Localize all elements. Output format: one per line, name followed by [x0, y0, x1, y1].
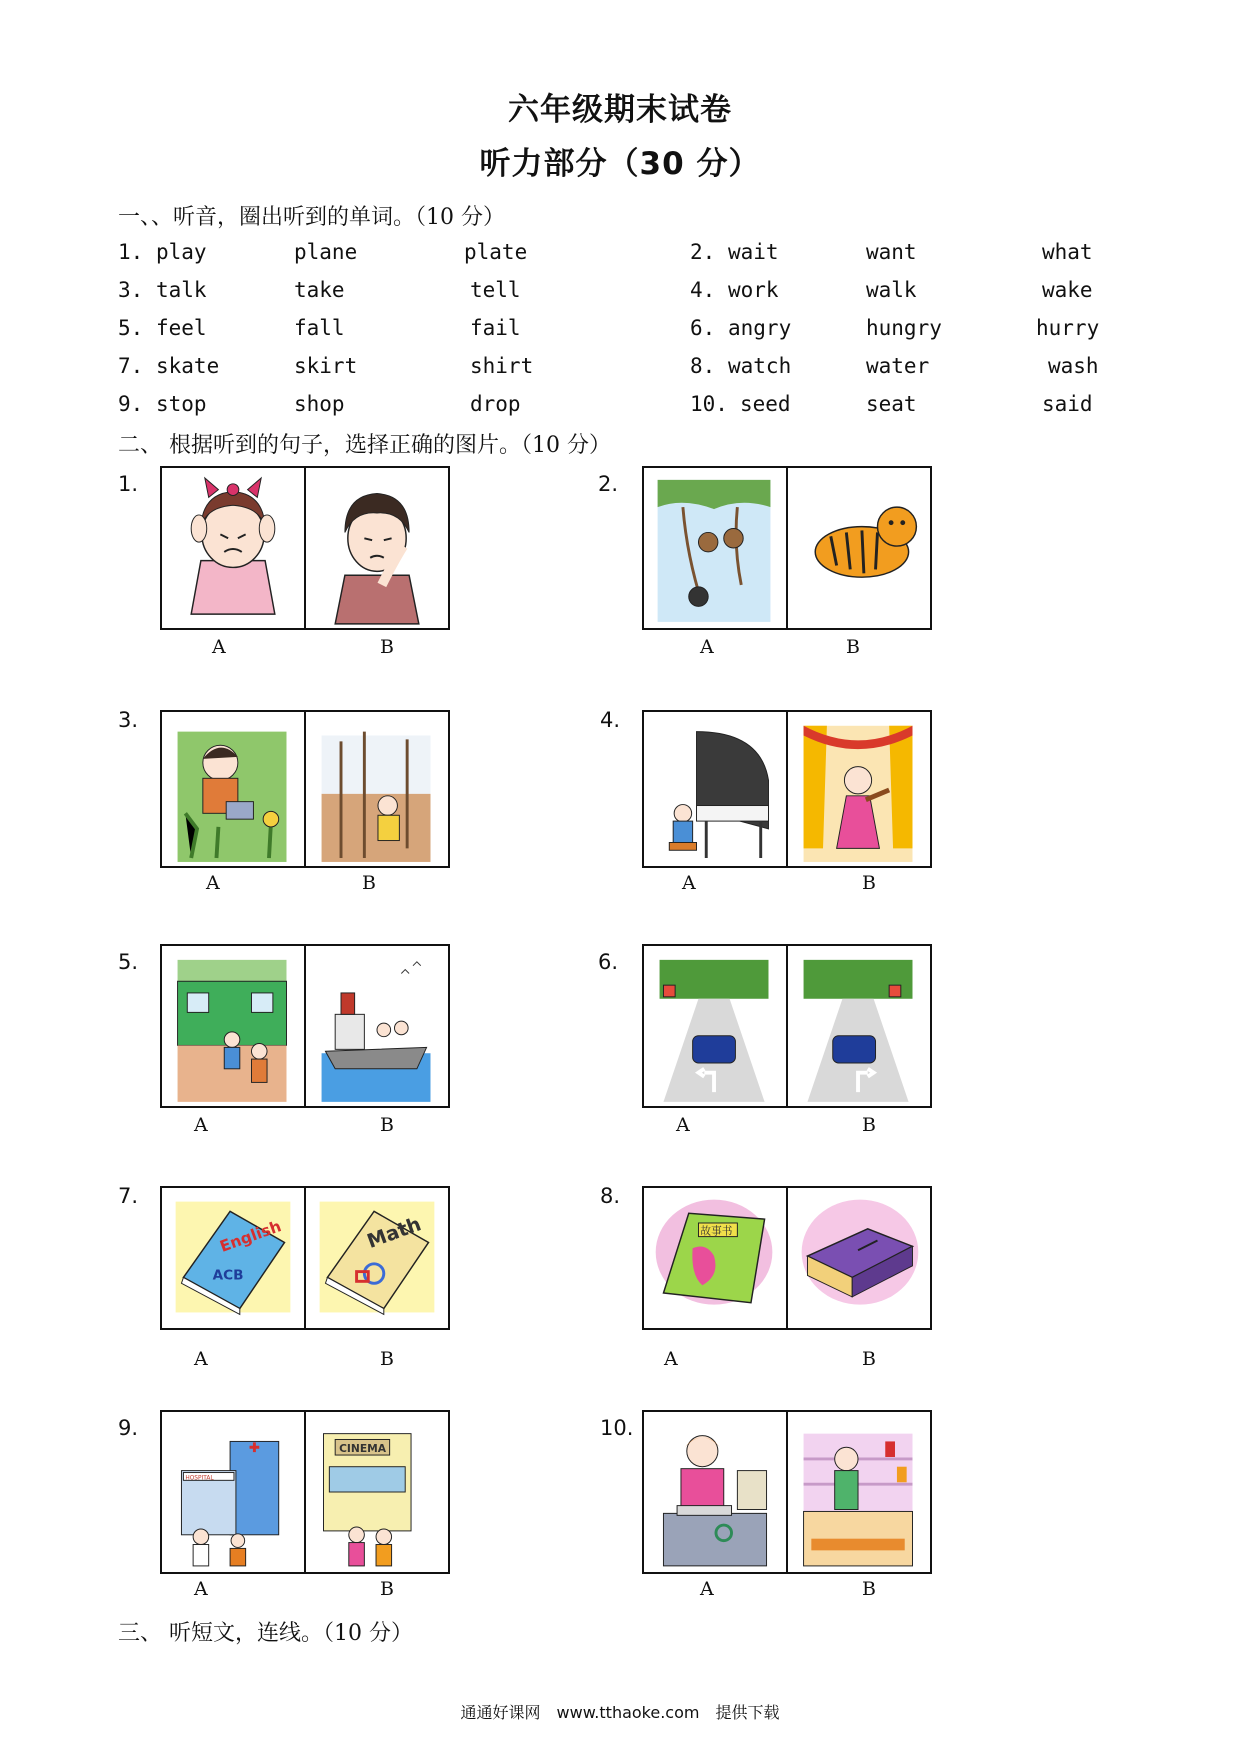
q1-picture-a[interactable] — [160, 466, 306, 630]
option-label-b: B — [862, 1114, 876, 1136]
page-subtitle: 听力部分（30 分） — [479, 146, 761, 182]
option-label-a: A — [194, 1348, 208, 1370]
word-option[interactable]: want — [866, 240, 917, 264]
monkeys-illustration — [644, 468, 786, 628]
hospital-illustration — [162, 1412, 304, 1572]
word-option[interactable]: stop — [156, 392, 207, 416]
word-option[interactable]: shirt — [470, 354, 534, 378]
q9-picture-b[interactable] — [304, 1410, 450, 1574]
word-option[interactable]: work — [728, 278, 779, 302]
page-footer: 通通好课网 www.tthaoke.com 提供下载 — [460, 1703, 780, 1722]
word-option[interactable]: plane — [294, 240, 358, 264]
word-option[interactable]: seat — [866, 392, 917, 416]
option-label-b: B — [862, 1578, 876, 1600]
storybook-title: 故事书 — [700, 1224, 733, 1238]
word-option[interactable]: what — [1042, 240, 1093, 264]
q8-picture-b[interactable] — [786, 1186, 932, 1330]
watering-flowers-illustration — [162, 712, 304, 866]
item-number: 10. — [690, 392, 728, 416]
word-option[interactable]: watch — [728, 354, 792, 378]
crying-girl-illustration — [162, 468, 304, 628]
question-number: 2. — [598, 472, 619, 496]
word-option[interactable]: seed — [740, 392, 791, 416]
item-number: 1. — [118, 240, 144, 264]
section-3-heading: 三、 听短文，连线。（10 分） — [118, 1621, 413, 1646]
item-number: 6. — [690, 316, 716, 340]
word-option[interactable]: take — [294, 278, 345, 302]
word-option[interactable]: angry — [728, 316, 792, 340]
purple-book-illustration — [788, 1188, 930, 1328]
planting-trees-illustration — [306, 712, 448, 866]
word-option[interactable]: hungry — [866, 316, 942, 340]
word-option[interactable]: water — [866, 354, 930, 378]
q3-picture-b[interactable] — [304, 710, 450, 868]
ship-illustration — [306, 946, 448, 1106]
item-number: 8. — [690, 354, 716, 378]
option-label-b: B — [380, 636, 394, 658]
computer-typist-illustration — [644, 1412, 786, 1572]
word-option[interactable]: drop — [470, 392, 521, 416]
english-book-letters: ACB — [212, 1267, 244, 1284]
math-book-title: Math — [364, 1212, 425, 1253]
q7-picture-b[interactable] — [304, 1186, 450, 1330]
cinema-illustration — [306, 1412, 448, 1572]
word-option[interactable]: said — [1042, 392, 1093, 416]
word-option[interactable]: play — [156, 240, 207, 264]
q3-picture-a[interactable] — [160, 710, 306, 868]
q8-picture-a[interactable] — [642, 1186, 788, 1330]
option-label-b: B — [362, 872, 376, 894]
question-number: 6. — [598, 950, 619, 974]
option-label-a: A — [206, 872, 220, 894]
q6-picture-b[interactable] — [786, 944, 932, 1108]
word-option[interactable]: skate — [156, 354, 220, 378]
item-number: 7. — [118, 354, 144, 378]
q1-picture-b[interactable] — [304, 466, 450, 630]
option-label-b: B — [380, 1114, 394, 1136]
option-label-a: A — [682, 872, 696, 894]
item-number: 2. — [690, 240, 716, 264]
hospital-sign: HOSPITAL — [185, 1475, 214, 1482]
item-number: 4. — [690, 278, 716, 302]
q2-picture-b[interactable] — [786, 466, 932, 630]
math-book-illustration — [306, 1188, 448, 1328]
q7-picture-a[interactable] — [160, 1186, 306, 1330]
page-title: 六年级期末试卷 — [508, 92, 732, 128]
word-option[interactable]: fail — [470, 316, 521, 340]
word-option[interactable]: skirt — [294, 354, 358, 378]
q10-picture-b[interactable] — [786, 1410, 932, 1574]
option-label-b: B — [862, 872, 876, 894]
option-label-b: B — [380, 1578, 394, 1600]
sad-boy-illustration — [306, 468, 448, 628]
question-number: 8. — [600, 1184, 621, 1208]
shopkeeper-illustration — [788, 1412, 930, 1572]
question-number: 5. — [118, 950, 139, 974]
car-turn-left-illustration — [644, 946, 786, 1106]
option-label-a: A — [194, 1114, 208, 1136]
q5-picture-a[interactable] — [160, 944, 306, 1108]
question-number: 9. — [118, 1416, 139, 1440]
word-option[interactable]: fall — [294, 316, 345, 340]
q6-picture-a[interactable] — [642, 944, 788, 1108]
cinema-sign: CINEMA — [339, 1442, 387, 1456]
word-option[interactable]: feel — [156, 316, 207, 340]
q2-picture-a[interactable] — [642, 466, 788, 630]
q10-picture-a[interactable] — [642, 1410, 788, 1574]
option-label-b: B — [862, 1348, 876, 1370]
word-option[interactable]: wait — [728, 240, 779, 264]
question-number: 1. — [118, 472, 139, 496]
violin-girl-illustration — [788, 712, 930, 866]
english-book-illustration — [162, 1188, 304, 1328]
option-label-b: B — [846, 636, 860, 658]
word-option[interactable]: hurry — [1036, 316, 1100, 340]
word-option[interactable]: wake — [1042, 278, 1093, 302]
section-2-heading: 二、 根据听到的句子，选择正确的图片。（10 分） — [118, 433, 611, 458]
question-number: 7. — [118, 1184, 139, 1208]
section-1-heading: 一、、听音，圈出听到的单词。（10 分） — [118, 205, 505, 230]
piano-illustration — [644, 712, 786, 866]
train-station-illustration — [162, 946, 304, 1106]
item-number: 3. — [118, 278, 144, 302]
option-label-a: A — [676, 1114, 690, 1136]
option-label-a: A — [664, 1348, 678, 1370]
word-option[interactable]: walk — [866, 278, 917, 302]
storybook-illustration — [644, 1188, 786, 1328]
car-turn-right-illustration — [788, 946, 930, 1106]
tiger-illustration — [788, 468, 930, 628]
option-label-b: B — [380, 1348, 394, 1370]
question-number: 3. — [118, 708, 139, 732]
word-option[interactable]: talk — [156, 278, 207, 302]
question-number: 4. — [600, 708, 621, 732]
q4-picture-b[interactable] — [786, 710, 932, 868]
q4-picture-a[interactable] — [642, 710, 788, 868]
q5-picture-b[interactable] — [304, 944, 450, 1108]
item-number: 9. — [118, 392, 144, 416]
q9-picture-a[interactable] — [160, 1410, 306, 1574]
item-number: 5. — [118, 316, 144, 340]
word-option[interactable]: shop — [294, 392, 345, 416]
option-label-a: A — [700, 1578, 714, 1600]
option-label-a: A — [212, 636, 226, 658]
question-number: 10. — [600, 1416, 634, 1440]
word-option[interactable]: wash — [1048, 354, 1099, 378]
option-label-a: A — [194, 1578, 208, 1600]
option-label-a: A — [700, 636, 714, 658]
english-book-title: English — [217, 1217, 284, 1256]
word-option[interactable]: plate — [464, 240, 528, 264]
word-option[interactable]: tell — [470, 278, 521, 302]
